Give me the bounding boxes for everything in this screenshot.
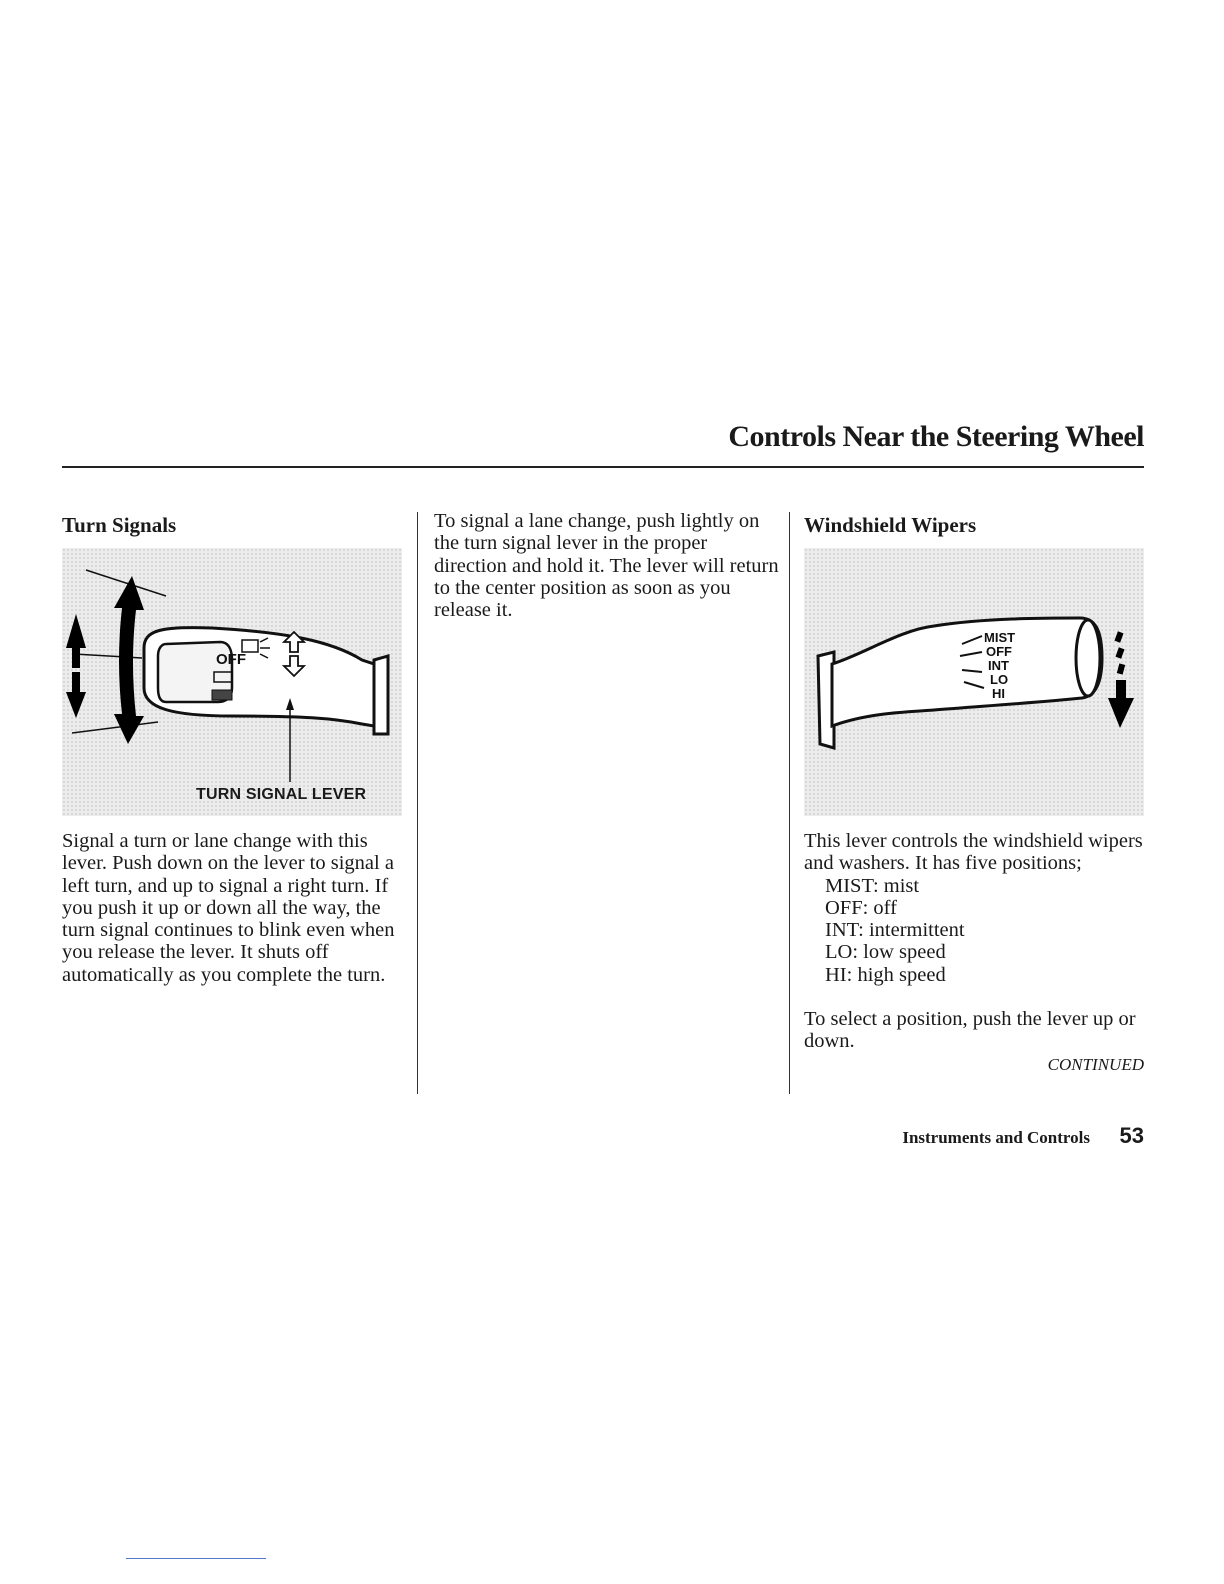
continued-label: CONTINUED (1047, 1054, 1144, 1074)
wiper-label-int: INT (988, 658, 1009, 673)
wiper-position-item: OFF: off (825, 896, 897, 919)
turn-signals-heading: Turn Signals (62, 513, 177, 537)
wipers-column (804, 510, 1144, 1075)
column-divider (789, 512, 790, 1094)
page-number: 53 (1119, 1123, 1144, 1148)
wiper-position-item: LO: low speed (825, 941, 946, 964)
turn-signals-column (62, 510, 402, 986)
page-title: Controls Near the Steering Wheel (728, 420, 1144, 453)
wiper-figure (804, 548, 1144, 816)
wipers-heading: Windshield Wipers (804, 513, 977, 537)
wiper-position-item: MIST: mist (825, 874, 920, 897)
wipers-select-text: To select a position, push the lever up or down. (804, 1008, 1136, 1053)
footer-section-label: Instruments and Controls (902, 1128, 1090, 1147)
wiper-label-lo: LO (990, 672, 1009, 687)
lane-change-column (434, 510, 779, 621)
stray-rule (126, 1558, 266, 1559)
wiper-label-hi: HI (992, 686, 1005, 701)
header-rule (62, 466, 1144, 468)
column-divider (417, 512, 418, 1094)
turn-signals-body: Signal a turn or lane change with this lever. Push down on the lever to signal a left turn, and up to signal a right turn. If you push it up or down all the way, the turn signal continues to blink even when you release the lever. It shuts off automatically as you complete the turn. (62, 830, 395, 986)
wipers-intro: This lever controls the windshield wipers and washers. It has five positions; (804, 830, 1143, 875)
lever-label-off: OFF (216, 651, 246, 668)
wiper-label-mist: MIST (984, 630, 1016, 645)
turn-signal-callout: TURN SIGNAL LEVER (196, 786, 367, 803)
turn-signal-lever-illustration (62, 548, 402, 816)
turn-signal-figure (62, 548, 402, 816)
lane-change-body: To signal a lane change, push lightly on the turn signal lever in the proper direction and hold it. The lever will return to the center position as soon as you release it. (434, 510, 779, 622)
wiper-positions-list (825, 875, 1144, 986)
wiper-lever-illustration (804, 548, 1144, 816)
wiper-position-item: HI: high speed (825, 963, 946, 986)
wiper-position-item: INT: intermittent (825, 919, 965, 942)
wiper-label-off: OFF (986, 644, 1012, 659)
